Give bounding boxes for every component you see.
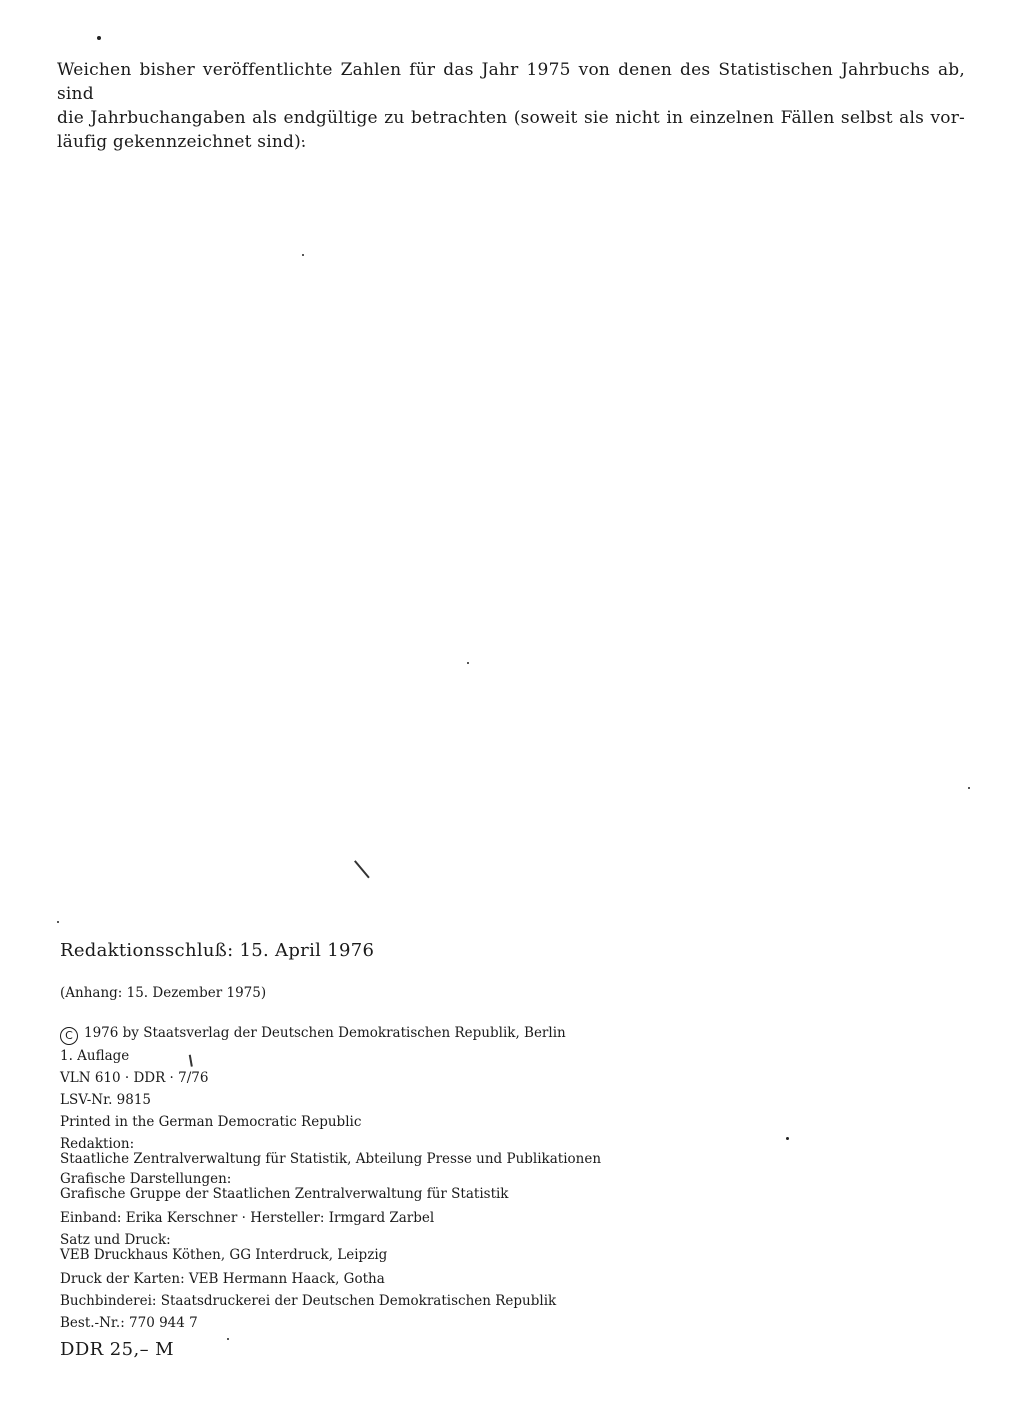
intro-note (57, 58, 965, 154)
intro-line: die Jahrbuchangaben als endgültige zu betrachten (soweit sie nicht in einzelnen Fällen selbst als vor- (57, 108, 965, 128)
scan-speck (786, 1137, 789, 1140)
copyright-line (60, 1022, 680, 1045)
vln-number: VLN 610 · DDR · 7/76 (60, 1070, 209, 1086)
price: DDR 25,– M (60, 1339, 174, 1360)
intro-line: Weichen bisher veröffentlichte Zahlen für das Jahr 1975 von denen des Statistischen Jahrbuchs ab, sind (57, 60, 965, 104)
edition: 1. Auflage (60, 1048, 130, 1064)
copyright-text: 1976 by Staatsverlag der Deutschen Demokratischen Republik, Berlin (84, 1025, 566, 1041)
printed-in: Printed in the German Democratic Republic (60, 1114, 362, 1130)
binding-credits: Einband: Erika Kerschner · Hersteller: Irmgard Zarbel (60, 1210, 435, 1226)
typesetting-value: VEB Druckhaus Köthen, GG Interdruck, Leipzig (60, 1247, 388, 1263)
intro-line: läufig gekennzeichnet sind). (57, 132, 307, 152)
copyright-icon: C (60, 1027, 78, 1045)
lsv-number: LSV-Nr. 9815 (60, 1092, 152, 1108)
scan-speck (968, 787, 970, 789)
scan-speck (57, 921, 59, 923)
scan-speck (97, 36, 101, 40)
editorial-label: Redaktion: (60, 1136, 135, 1152)
typesetting-label: Satz und Druck: (60, 1232, 171, 1248)
scan-mark (354, 860, 369, 878)
editorial-value: Staatliche Zentralverwaltung für Statistik, Abteilung Presse und Publikationen (60, 1151, 602, 1167)
graphics-block (60, 1172, 680, 1202)
editorial-deadline: Redaktionsschluß: 15. April 1976 (60, 940, 375, 961)
scan-speck (302, 254, 304, 256)
scan-speck (467, 662, 469, 664)
map-printing: Druck der Karten: VEB Hermann Haack, Gotha (60, 1271, 385, 1287)
appendix-deadline: (Anhang: 15. Dezember 1975) (60, 985, 267, 1001)
typesetting-block (60, 1233, 680, 1263)
imprint (60, 938, 680, 1380)
graphics-value: Grafische Gruppe der Staatlichen Zentralverwaltung für Statistik (60, 1186, 509, 1202)
bindery: Buchbinderei: Staatsdruckerei der Deutschen Demokratischen Republik (60, 1293, 557, 1309)
graphics-label: Grafische Darstellungen: (60, 1171, 232, 1187)
editorial-block (60, 1137, 680, 1167)
order-number: Best.-Nr.: 770 944 7 (60, 1315, 198, 1331)
